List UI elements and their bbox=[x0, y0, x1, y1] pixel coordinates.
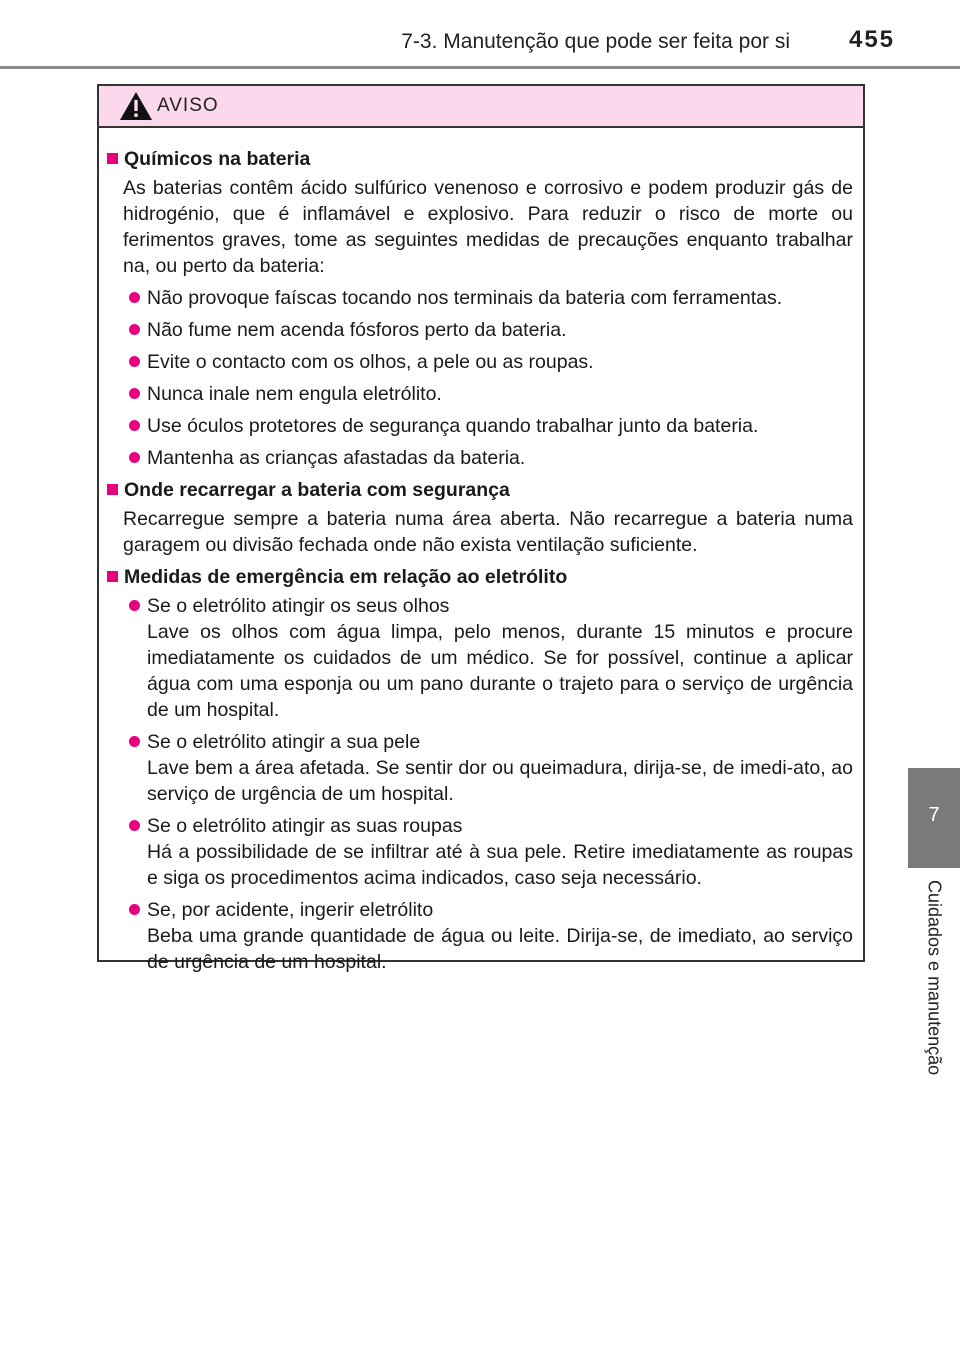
section-paragraph: Recarregue sempre a bateria numa área aberta. Não recarregue a bateria numa garagem ou divisão fechada onde não exista ventilação suficiente. bbox=[123, 508, 853, 556]
header-divider bbox=[0, 66, 960, 69]
circle-bullet-icon bbox=[129, 820, 140, 831]
header-title: 7-3. Manutenção que pode ser feita por si bbox=[401, 30, 790, 53]
list-item bbox=[107, 593, 853, 723]
section-heading: Químicos na bateria bbox=[107, 146, 853, 172]
item-text: Lave bem a área afetada. Se sentir dor ou queimadura, dirija-se, de imedi-ato, ao serviço de urgência de um hospital. bbox=[147, 757, 853, 805]
item-text: Beba uma grande quantidade de água ou leite. Dirija-se, de imediato, ao serviço de urgência de um hospital. bbox=[147, 925, 853, 973]
list-item: Evite o contacto com os olhos, a pele ou as roupas. bbox=[107, 349, 853, 375]
warning-body bbox=[99, 128, 863, 975]
square-bullet-icon bbox=[107, 153, 118, 164]
circle-bullet-icon bbox=[129, 324, 140, 335]
list-item bbox=[107, 729, 853, 807]
item-title: Se, por acidente, ingerir eletrólito bbox=[147, 899, 434, 921]
section-heading: Onde recarregar a bateria com segurança bbox=[107, 477, 853, 503]
list-item: Não fume nem acenda fósforos perto da bateria. bbox=[107, 317, 853, 343]
list-item: Não provoque faíscas tocando nos terminais da bateria com ferramentas. bbox=[107, 285, 853, 311]
section-paragraph: As baterias contêm ácido sulfúrico venenoso e corrosivo e podem produzir gás de hidrogénio, que é inflamável e explosivo. Para reduzir o risco de morte ou ferimentos graves, tome as seguintes medidas de precauções enquanto trabalhar na, ou perto da bateria: bbox=[123, 177, 853, 277]
item-title: Se o eletrólito atingir os seus olhos bbox=[147, 595, 450, 617]
warning-triangle-icon bbox=[119, 91, 153, 121]
list-item: Use óculos protetores de segurança quando trabalhar junto da bateria. bbox=[107, 413, 853, 439]
list-item bbox=[107, 813, 853, 891]
warning-header bbox=[99, 86, 863, 128]
list-item: Mantenha as crianças afastadas da bateria. bbox=[107, 445, 853, 471]
circle-bullet-icon bbox=[129, 452, 140, 463]
warning-box bbox=[97, 84, 865, 973]
item-text: Há a possibilidade de se infiltrar até à sua pele. Retire imediatamente as roupas e siga os procedimentos acima indicados, caso seja necessário. bbox=[147, 841, 853, 889]
circle-bullet-icon bbox=[129, 356, 140, 367]
circle-bullet-icon bbox=[129, 388, 140, 399]
section-heading: Medidas de emergência em relação ao eletrólito bbox=[107, 564, 853, 590]
circle-bullet-icon bbox=[129, 600, 140, 611]
circle-bullet-icon bbox=[129, 904, 140, 915]
list-item bbox=[107, 897, 853, 975]
page-number: 455 bbox=[848, 26, 896, 53]
circle-bullet-icon bbox=[129, 420, 140, 431]
item-title: Se o eletrólito atingir a sua pele bbox=[147, 731, 421, 753]
list-item: Nunca inale nem engula eletrólito. bbox=[107, 381, 853, 407]
item-text: Lave os olhos com água limpa, pelo menos, durante 15 minutos e procure imediatamente os cuidados de um médico. Se for possível, continue a aplicar água com uma esponja ou um pano durante o trajeto para o serviço de urgência de um hospital. bbox=[147, 621, 853, 721]
chapter-label-text: Cuidados e manutenção bbox=[924, 880, 945, 1076]
item-title: Se o eletrólito atingir as suas roupas bbox=[147, 815, 463, 837]
square-bullet-icon bbox=[107, 484, 118, 495]
circle-bullet-icon bbox=[129, 292, 140, 303]
chapter-tab-number: 7 bbox=[928, 804, 940, 826]
square-bullet-icon bbox=[107, 571, 118, 582]
circle-bullet-icon bbox=[129, 736, 140, 747]
warning-label: AVISO bbox=[157, 95, 219, 116]
